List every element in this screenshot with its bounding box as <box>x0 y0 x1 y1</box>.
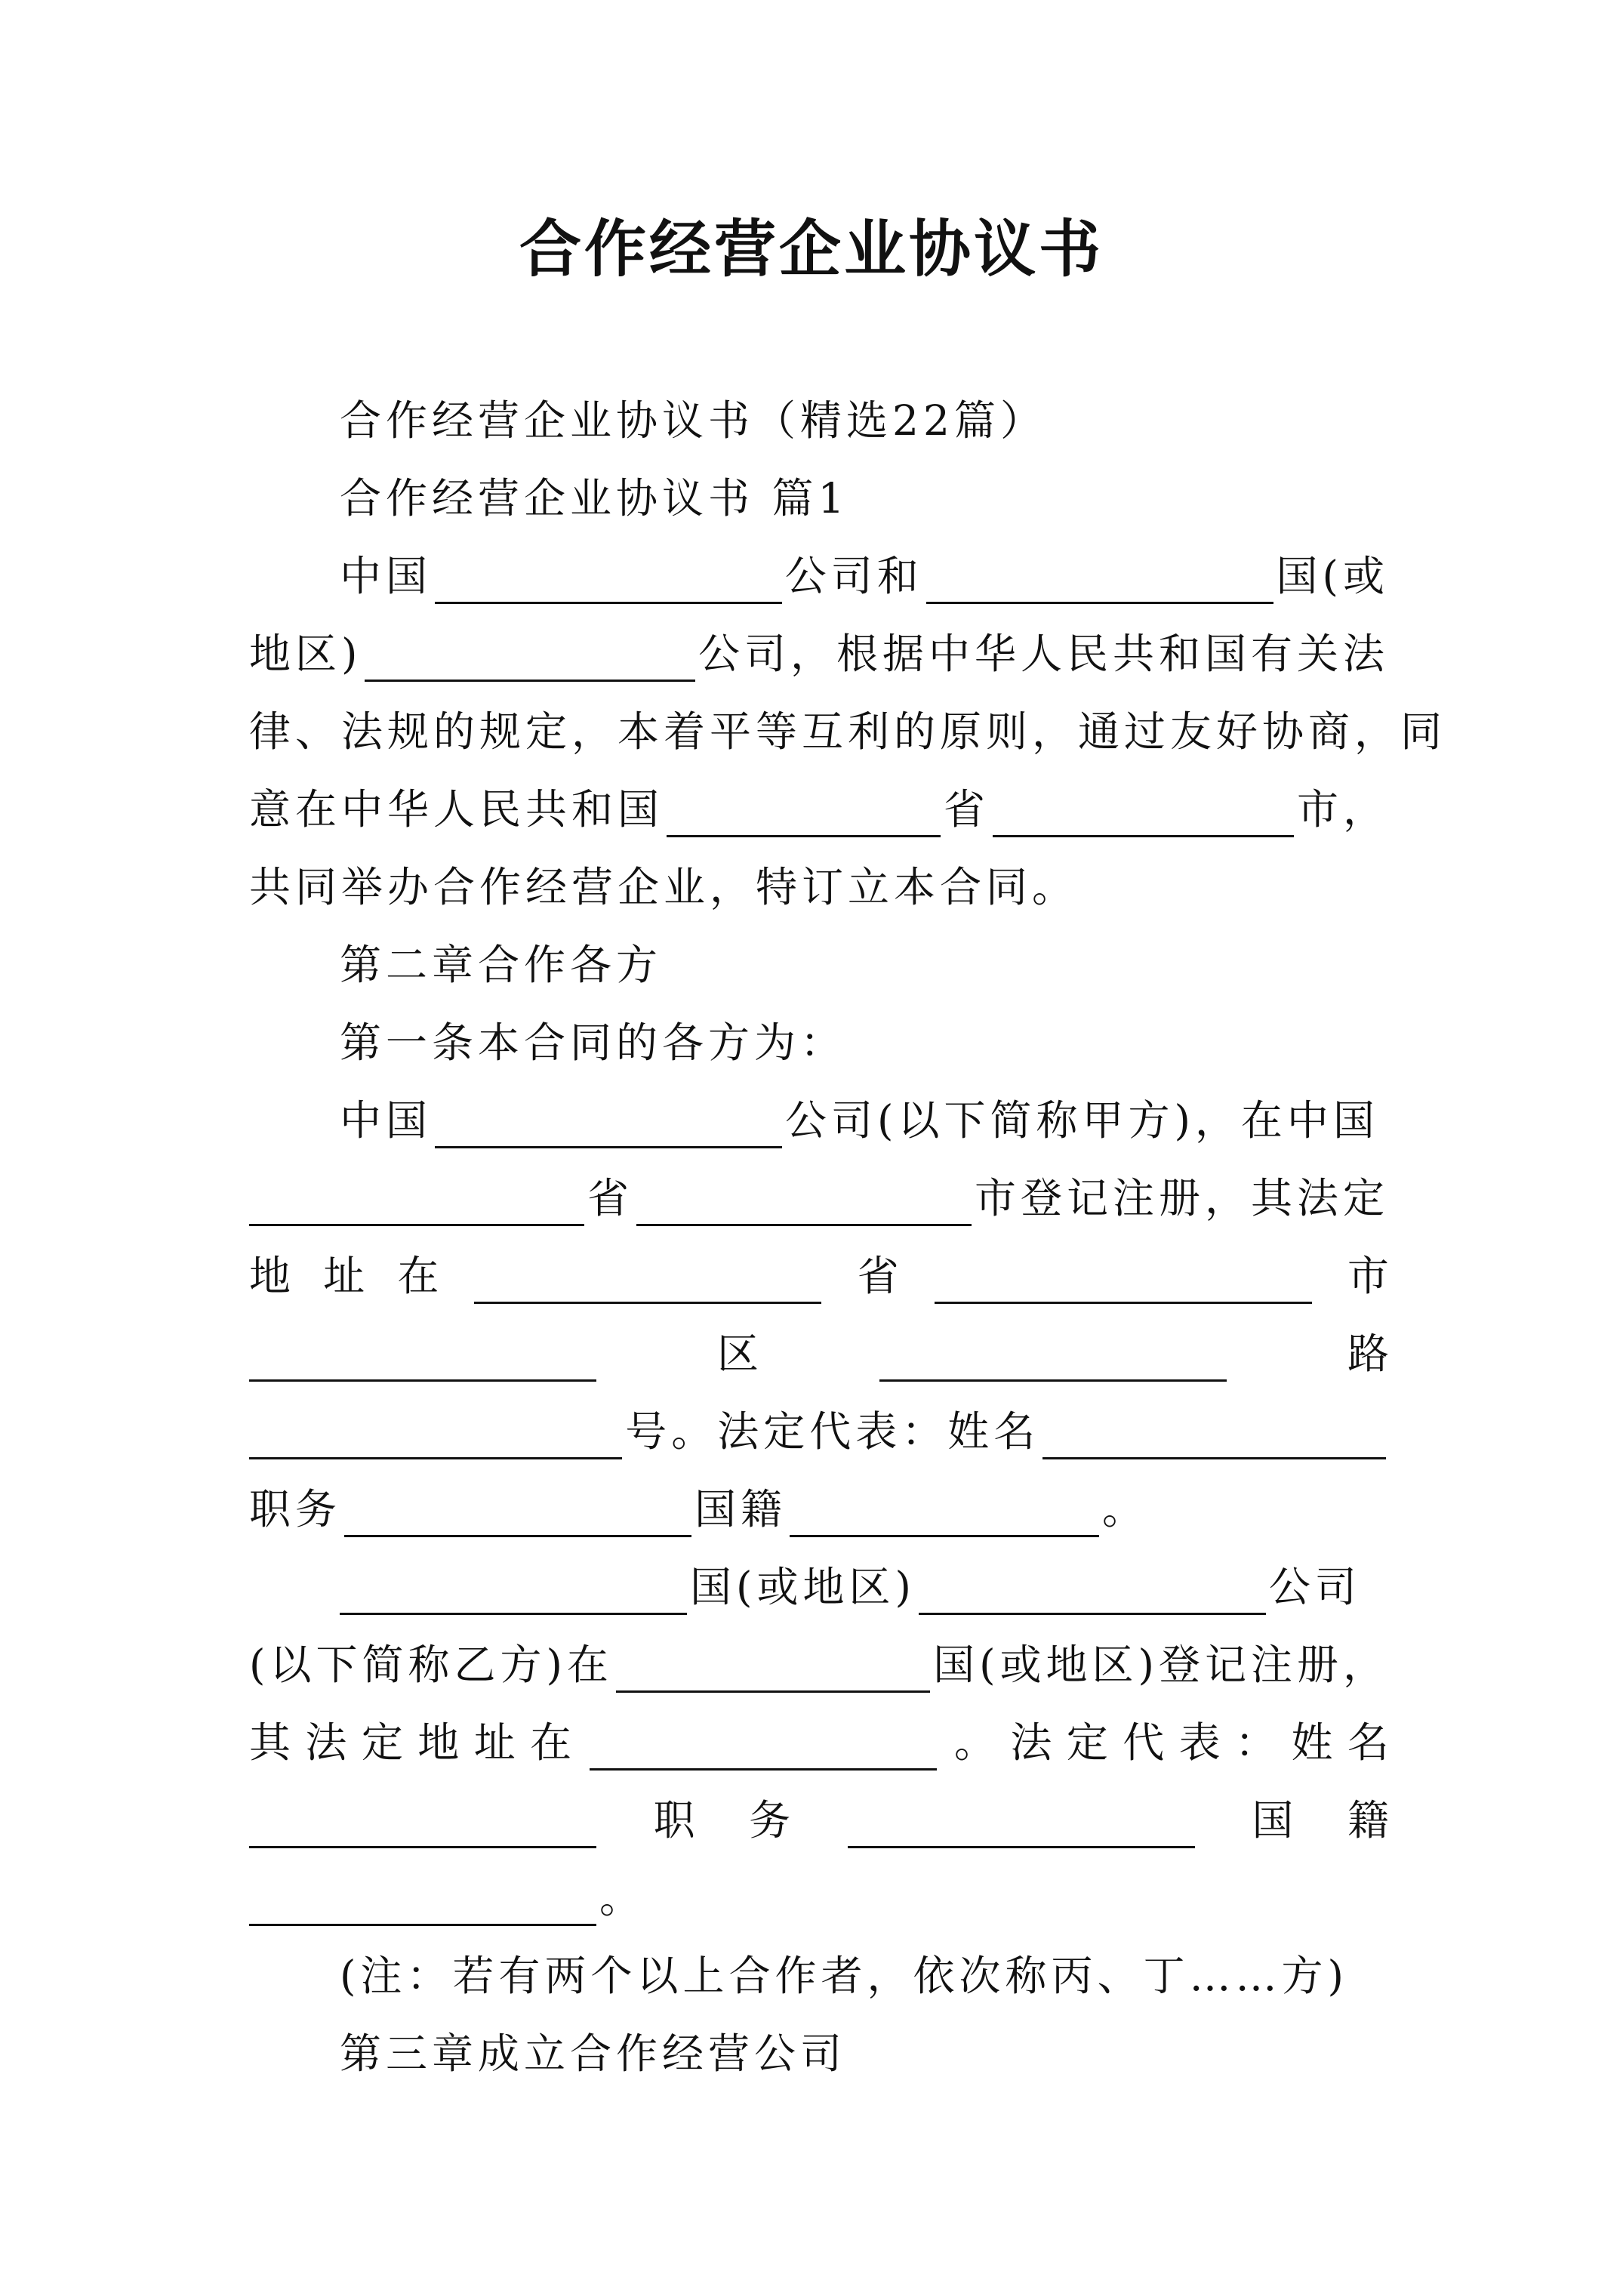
partyA-line6: 职务 国籍 。 <box>249 1470 1389 1549</box>
blank-field <box>435 549 782 604</box>
chapter-2-heading: 第二章合作各方 <box>340 941 663 989</box>
para1-line1: 中国 公司和 国(或 <box>340 537 1389 615</box>
para1-line3: 律、法规的规定，本着平等互利的原则，通过友好协商，同 <box>249 707 1447 756</box>
partyA-line5: 号。法定代表：姓名 <box>249 1392 1389 1471</box>
blank-field <box>919 1560 1266 1615</box>
blank-field <box>249 1327 596 1382</box>
chapter-3-heading: 第三章成立合作经营公司 <box>340 2029 847 2078</box>
partyA-line2: 省 市登记注册，其法定 <box>249 1159 1389 1237</box>
para1-line4: 意在中华人民共和国 省 市， <box>249 770 1389 849</box>
blank-field <box>249 1793 596 1848</box>
note: (注：若有两个以上合作者，依次称丙、丁……方) <box>340 1952 1348 2000</box>
partyB-line4: 职 务 国 籍 <box>249 1781 1389 1860</box>
blank-field <box>667 782 941 837</box>
partyA-line3: 地 址 在 省 市 <box>249 1237 1389 1315</box>
document-title: 合作经营企业协议书 <box>519 213 1104 285</box>
partyB-line2: (以下简称乙方)在 国(或地区)登记注册， <box>249 1626 1389 1704</box>
blank-field <box>249 1404 622 1459</box>
blank-field <box>1042 1404 1386 1459</box>
blank-field <box>344 1482 691 1537</box>
blank-field <box>435 1093 782 1148</box>
blank-field <box>636 1171 972 1226</box>
blank-field <box>935 1249 1312 1304</box>
blank-field <box>848 1793 1195 1848</box>
blank-field <box>616 1638 930 1693</box>
blank-field <box>590 1715 937 1771</box>
blank-field <box>993 782 1294 837</box>
blank-field <box>249 1871 596 1926</box>
blank-field <box>926 549 1273 604</box>
article-1: 第一条本合同的各方为： <box>340 1019 847 1067</box>
blank-field <box>879 1327 1227 1382</box>
para1-line5: 共同举办合作经营企业，特订立本合同。 <box>249 863 1079 911</box>
partyB-line5: 。 <box>249 1859 1389 1937</box>
partyA-line4: 区 路 <box>249 1314 1389 1393</box>
partyB-line3: 其 法 定 地 址 在 。 法 定 代 表 ： 姓 名 <box>249 1703 1389 1782</box>
subtitle: 合作经营企业协议书（精选22篇） <box>340 396 1046 445</box>
blank-field <box>340 1560 687 1615</box>
partyB-line1: 国(或地区) 公司 <box>340 1548 1389 1626</box>
blank-field <box>249 1171 584 1226</box>
section-heading: 合作经营企业协议书 篇1 <box>340 474 849 522</box>
blank-field <box>365 627 695 682</box>
para1-line2: 地区) 公司，根据中华人民共和国有关法 <box>249 615 1389 693</box>
partyA-line1: 中国 公司(以下简称甲方)，在中国 <box>340 1081 1389 1160</box>
blank-field <box>474 1249 821 1304</box>
blank-field <box>790 1482 1099 1537</box>
